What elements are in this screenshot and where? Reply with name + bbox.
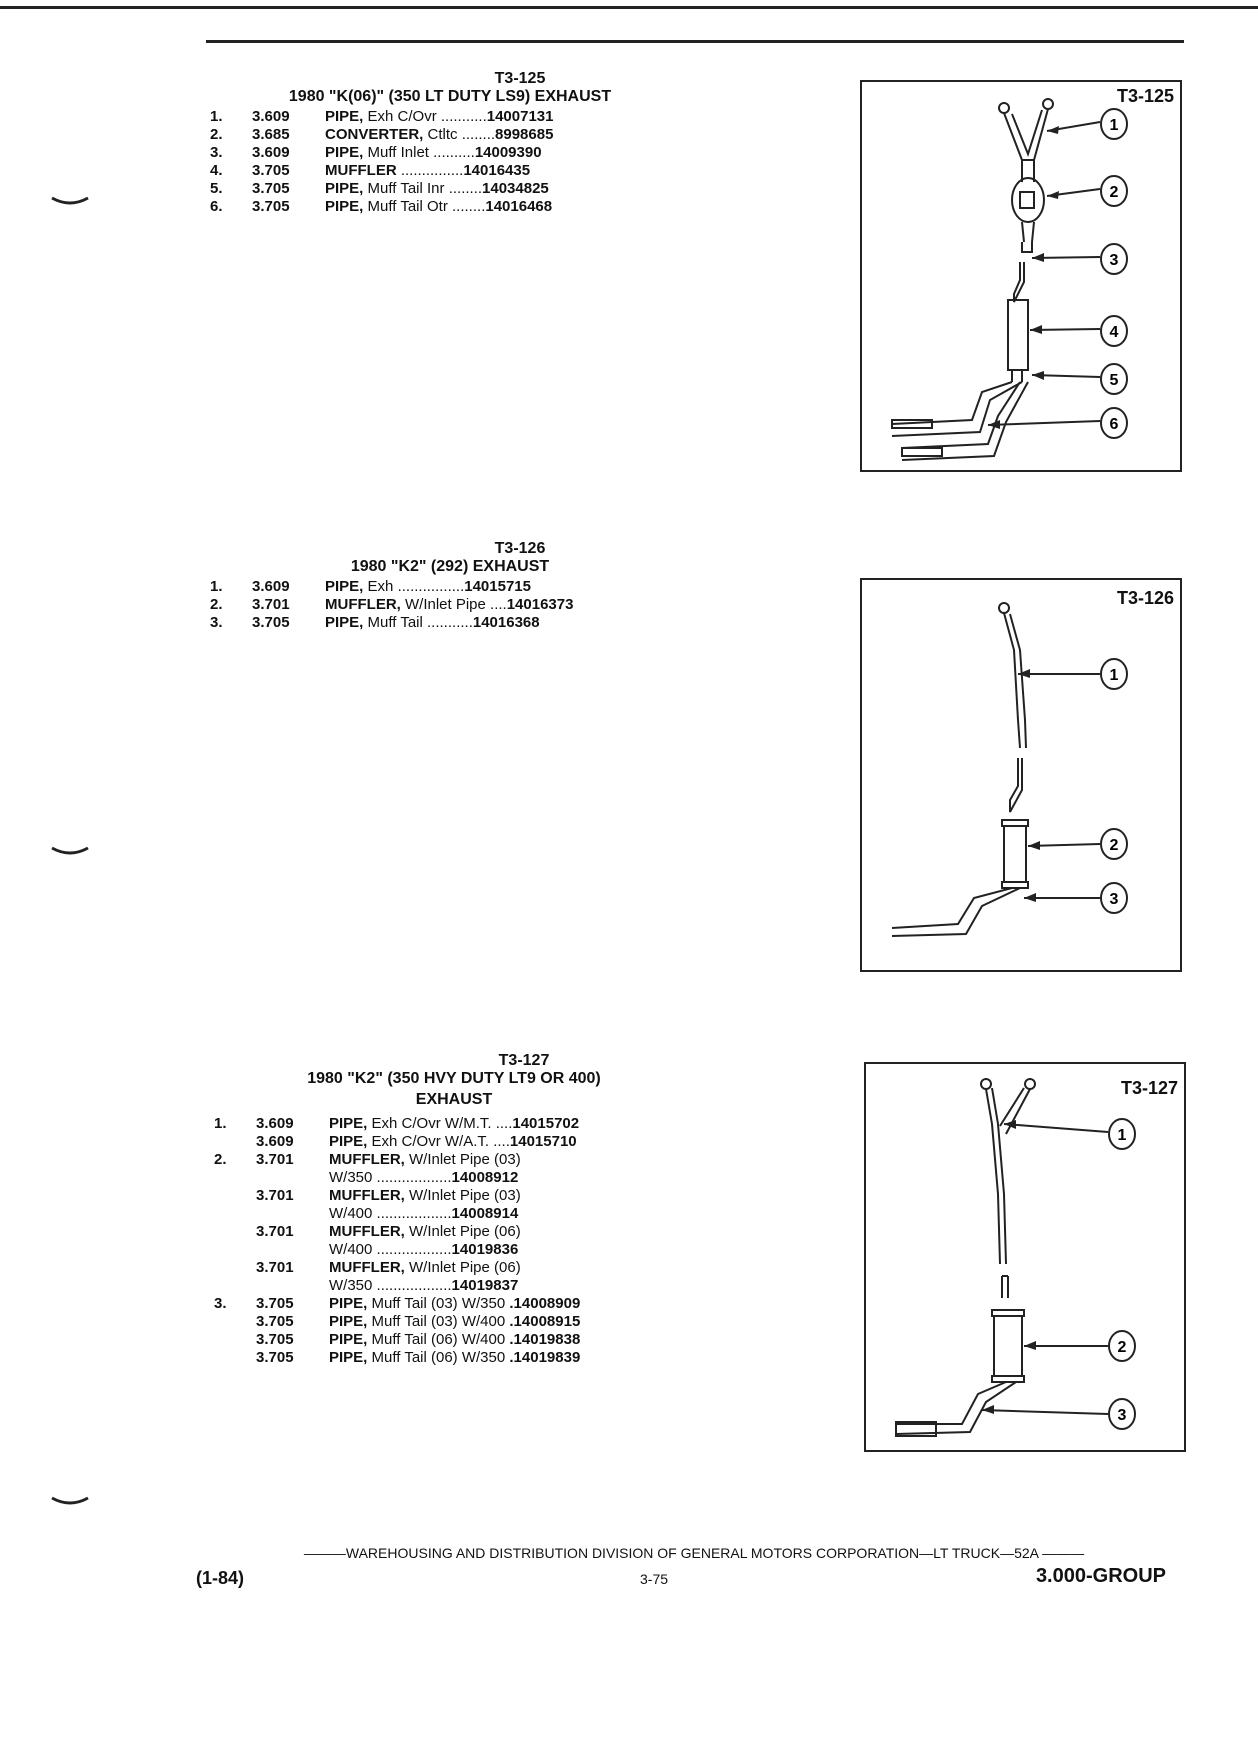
part-row <box>210 596 680 614</box>
group-number: 3.705 <box>256 1331 294 1348</box>
part-detail: Exh <box>367 578 394 595</box>
part-number: .14019839 <box>509 1349 581 1366</box>
part-description <box>325 198 680 216</box>
section-title-line-2: EXHAUST <box>415 1091 493 1108</box>
part-detail: W/Inlet Pipe (03) <box>409 1187 521 1204</box>
part-name: PIPE, <box>325 180 364 197</box>
part-description <box>329 1259 684 1277</box>
group-number: 3.705 <box>252 198 290 215</box>
part-detail: W/Inlet Pipe (06) <box>409 1223 521 1240</box>
part-description <box>329 1223 684 1241</box>
group-number: 3.609 <box>252 144 290 161</box>
group-number: 3.701 <box>256 1187 294 1204</box>
part-description <box>325 126 680 144</box>
callout-2 <box>1099 827 1129 861</box>
parts-list <box>210 108 680 216</box>
section-fig-id: T3-126 <box>494 540 546 557</box>
part-description <box>325 614 680 632</box>
item-number <box>214 1277 256 1295</box>
part-name: PIPE, <box>329 1133 368 1150</box>
part-row <box>210 180 680 198</box>
header-rule <box>206 40 1184 43</box>
binder-mark-icon <box>50 1496 90 1506</box>
part-number: 14007131 <box>486 108 554 125</box>
item-number <box>214 1259 256 1277</box>
leader-dots: ............... <box>400 162 464 179</box>
item-number: 3. <box>210 144 223 161</box>
svg-text:1: 1 <box>1109 117 1119 134</box>
part-detail: W/400 <box>329 1241 373 1258</box>
group-number <box>256 1169 329 1187</box>
callout-3 <box>1107 1397 1137 1431</box>
group-number <box>256 1241 329 1259</box>
part-name: MUFFLER, <box>329 1223 405 1240</box>
part-number: 14015702 <box>512 1115 580 1132</box>
figure-label: T3-126 <box>1116 588 1174 608</box>
item-number: 2. <box>210 126 223 143</box>
item-number <box>214 1223 256 1241</box>
exhaust-diagram-t3-125 <box>862 82 1180 470</box>
part-detail: Muff Tail (03) W/400 <box>371 1313 506 1330</box>
part-row <box>210 614 680 632</box>
part-number: .14019838 <box>509 1331 581 1348</box>
part-name: PIPE, <box>325 578 364 595</box>
part-description <box>325 578 680 596</box>
part-description <box>325 144 680 162</box>
part-row <box>210 578 680 596</box>
part-number: 8998685 <box>495 126 554 143</box>
part-name: PIPE, <box>325 198 364 215</box>
part-number: 14016468 <box>485 198 553 215</box>
group-number <box>256 1205 329 1223</box>
leader-dots: ........ <box>461 126 496 143</box>
group-number: 3.705 <box>252 162 290 179</box>
item-number: 6. <box>210 198 223 215</box>
svg-text:6: 6 <box>1109 416 1119 433</box>
part-row <box>214 1133 684 1151</box>
item-number: 3. <box>214 1295 227 1312</box>
part-detail: W/350 <box>329 1169 373 1186</box>
item-number: 1. <box>214 1115 227 1132</box>
callout-2 <box>1107 1329 1137 1363</box>
part-row <box>214 1187 684 1205</box>
item-number <box>214 1313 256 1331</box>
part-number: .14008909 <box>509 1295 581 1312</box>
svg-text:2: 2 <box>1109 837 1119 854</box>
part-description <box>329 1277 684 1295</box>
part-description <box>329 1187 684 1205</box>
item-number: 3. <box>210 614 223 631</box>
part-description <box>329 1313 684 1331</box>
leader-dots: .................. <box>376 1205 452 1222</box>
part-description <box>325 596 680 614</box>
part-row <box>214 1295 684 1313</box>
part-number: 14016435 <box>463 162 531 179</box>
svg-text:3: 3 <box>1109 891 1119 908</box>
part-row <box>214 1313 684 1331</box>
part-row <box>214 1223 684 1241</box>
part-row <box>214 1169 684 1187</box>
binder-mark-icon <box>50 846 90 856</box>
callout-5 <box>1099 362 1129 396</box>
part-row <box>210 198 680 216</box>
part-name: MUFFLER, <box>329 1259 405 1276</box>
part-number: 14016368 <box>472 614 540 631</box>
group-number: 3.705 <box>256 1349 294 1366</box>
group-number: 3.705 <box>252 180 290 197</box>
group-number: 3.705 <box>256 1313 294 1330</box>
part-detail: Muff Tail (06) W/350 <box>371 1349 506 1366</box>
callout-3 <box>1099 881 1129 915</box>
part-detail: Muff Tail (06) W/400 <box>371 1331 506 1348</box>
part-name: MUFFLER, <box>329 1151 405 1168</box>
footer-page-number: 3-75 <box>640 1571 669 1587</box>
part-detail: Exh C/Ovr W/M.T. <box>371 1115 492 1132</box>
figure-t3-125 <box>860 80 1182 472</box>
part-row <box>210 126 680 144</box>
group-number: 3.701 <box>256 1259 294 1276</box>
callout-1 <box>1099 107 1129 141</box>
leader-dots: .......... <box>433 144 475 161</box>
part-number: 14016373 <box>506 596 574 613</box>
svg-text:5: 5 <box>1109 372 1119 389</box>
leader-dots: .... <box>490 596 507 613</box>
item-number <box>214 1331 256 1349</box>
part-name: MUFFLER <box>325 162 397 179</box>
part-name: PIPE, <box>329 1331 368 1348</box>
part-row <box>214 1241 684 1259</box>
part-number: 14009390 <box>474 144 542 161</box>
item-number <box>214 1187 256 1205</box>
part-description <box>325 180 680 198</box>
leader-dots: .... <box>493 1133 510 1150</box>
part-row <box>214 1151 684 1169</box>
part-number: 14008912 <box>451 1169 519 1186</box>
group-number: 3.701 <box>252 596 290 613</box>
part-name: PIPE, <box>325 108 364 125</box>
part-name: MUFFLER, <box>329 1187 405 1204</box>
part-row <box>210 108 680 126</box>
figure-t3-127 <box>864 1062 1186 1452</box>
leader-dots: ........... <box>427 614 473 631</box>
part-detail: W/400 <box>329 1205 373 1222</box>
part-description <box>329 1295 684 1313</box>
part-description <box>329 1205 684 1223</box>
part-detail: Muff Inlet <box>367 144 429 161</box>
leader-dots: ........ <box>452 198 486 215</box>
part-number: .14008915 <box>509 1313 581 1330</box>
item-number: 1. <box>210 578 223 595</box>
part-number: 14019836 <box>451 1241 519 1258</box>
item-number <box>214 1241 256 1259</box>
part-name: PIPE, <box>325 144 364 161</box>
svg-text:1: 1 <box>1109 667 1119 684</box>
part-detail: Exh C/Ovr W/A.T. <box>371 1133 490 1150</box>
figure-t3-126 <box>860 578 1182 972</box>
callout-3 <box>1099 242 1129 276</box>
part-detail: Exh C/Ovr <box>367 108 437 125</box>
item-number: 2. <box>210 596 223 613</box>
part-row <box>214 1277 684 1295</box>
part-description <box>325 108 680 126</box>
exhaust-diagram-t3-126 <box>862 580 1180 970</box>
item-number: 5. <box>210 180 223 197</box>
section-title: 1980 "K2" (350 HVY DUTY LT9 OR 400) <box>307 1070 601 1087</box>
leader-dots: .................. <box>376 1241 452 1258</box>
parts-section-t3-125 <box>210 70 680 216</box>
part-number: 14015715 <box>464 578 531 595</box>
part-row <box>210 144 680 162</box>
part-detail: W/Inlet Pipe <box>405 596 486 613</box>
section-fig-id: T3-127 <box>498 1052 550 1069</box>
part-row <box>214 1205 684 1223</box>
group-number: 3.685 <box>252 126 290 143</box>
part-name: PIPE, <box>329 1115 368 1132</box>
part-name: PIPE, <box>325 614 364 631</box>
part-detail: W/Inlet Pipe (03) <box>409 1151 521 1168</box>
svg-text:2: 2 <box>1117 1339 1127 1356</box>
callout-1 <box>1099 657 1129 691</box>
group-number: 3.705 <box>256 1295 294 1312</box>
part-number: 14015710 <box>509 1133 577 1150</box>
parts-section-t3-126 <box>210 540 680 632</box>
svg-text:2: 2 <box>1109 184 1119 201</box>
part-detail: Ctltc <box>427 126 458 143</box>
item-number <box>214 1349 256 1367</box>
part-detail: W/350 <box>329 1277 373 1294</box>
part-description <box>329 1349 684 1367</box>
part-number: 14019837 <box>451 1277 519 1294</box>
callout-6 <box>1099 406 1129 440</box>
part-name: PIPE, <box>329 1349 368 1366</box>
item-number <box>214 1133 256 1151</box>
parts-list <box>214 1115 684 1367</box>
part-name: CONVERTER, <box>325 126 424 143</box>
footer-publisher-line: ———WAREHOUSING AND DISTRIBUTION DIVISION OF GENERAL MOTORS CORPORATION—LT TRUCK—52A ——— <box>303 1545 1085 1561</box>
group-number: 3.701 <box>256 1223 294 1240</box>
section-title: 1980 "K(06)" (350 LT DUTY LS9) EXHAUST <box>288 88 612 105</box>
leader-dots: .... <box>495 1115 513 1132</box>
group-number: 3.609 <box>256 1115 294 1132</box>
group-number: 3.609 <box>256 1133 294 1150</box>
part-row <box>210 162 680 180</box>
footer-group: 3.000-GROUP <box>1035 1565 1166 1587</box>
part-detail: Muff Tail Inr <box>367 180 445 197</box>
part-description <box>325 162 680 180</box>
leader-dots: .................. <box>376 1169 452 1186</box>
item-number: 2. <box>214 1151 227 1168</box>
item-number <box>214 1205 256 1223</box>
leader-dots: ........... <box>440 108 487 125</box>
part-row <box>214 1331 684 1349</box>
group-number: 3.609 <box>252 108 290 125</box>
leader-dots: ........ <box>448 180 483 197</box>
item-number: 4. <box>210 162 223 179</box>
item-number <box>214 1169 256 1187</box>
part-description <box>329 1241 684 1259</box>
part-detail: Muff Tail <box>367 614 423 631</box>
svg-text:3: 3 <box>1109 252 1119 269</box>
part-name: PIPE, <box>329 1313 368 1330</box>
part-row <box>214 1115 684 1133</box>
group-number: 3.705 <box>252 614 290 631</box>
callout-1 <box>1107 1117 1137 1151</box>
group-number: 3.609 <box>252 578 290 595</box>
section-title: 1980 "K2" (292) EXHAUST <box>350 558 550 575</box>
part-description <box>329 1151 684 1169</box>
parts-section-t3-127 <box>214 1052 684 1367</box>
top-border-line <box>0 6 1258 9</box>
part-description <box>329 1169 684 1187</box>
part-detail: Muff Tail (03) W/350 <box>371 1295 506 1312</box>
leader-dots: ................ <box>397 578 465 595</box>
part-description <box>329 1115 684 1133</box>
footer-date: (1-84) <box>196 1568 245 1588</box>
leader-dots: .................. <box>376 1277 452 1294</box>
part-number: 14034825 <box>482 180 549 197</box>
part-description <box>329 1133 684 1151</box>
parts-list <box>210 578 680 632</box>
part-detail: W/Inlet Pipe (06) <box>409 1259 521 1276</box>
callout-4 <box>1099 314 1129 348</box>
part-number: 14008914 <box>451 1205 519 1222</box>
binder-mark-icon <box>50 196 90 206</box>
callout-2 <box>1099 174 1129 208</box>
part-detail: Muff Tail Otr <box>367 198 448 215</box>
svg-text:1: 1 <box>1117 1127 1127 1144</box>
part-name: PIPE, <box>329 1295 368 1312</box>
item-number: 1. <box>210 108 223 125</box>
figure-label: T3-127 <box>1120 1078 1178 1098</box>
svg-text:3: 3 <box>1117 1407 1127 1424</box>
part-row <box>214 1259 684 1277</box>
section-fig-id: T3-125 <box>494 70 546 87</box>
figure-label: T3-125 <box>1116 86 1174 106</box>
group-number <box>256 1277 329 1295</box>
svg-text:4: 4 <box>1109 324 1119 341</box>
part-row <box>214 1349 684 1367</box>
part-name: MUFFLER, <box>325 596 401 613</box>
group-number: 3.701 <box>256 1151 294 1168</box>
part-description <box>329 1331 684 1349</box>
